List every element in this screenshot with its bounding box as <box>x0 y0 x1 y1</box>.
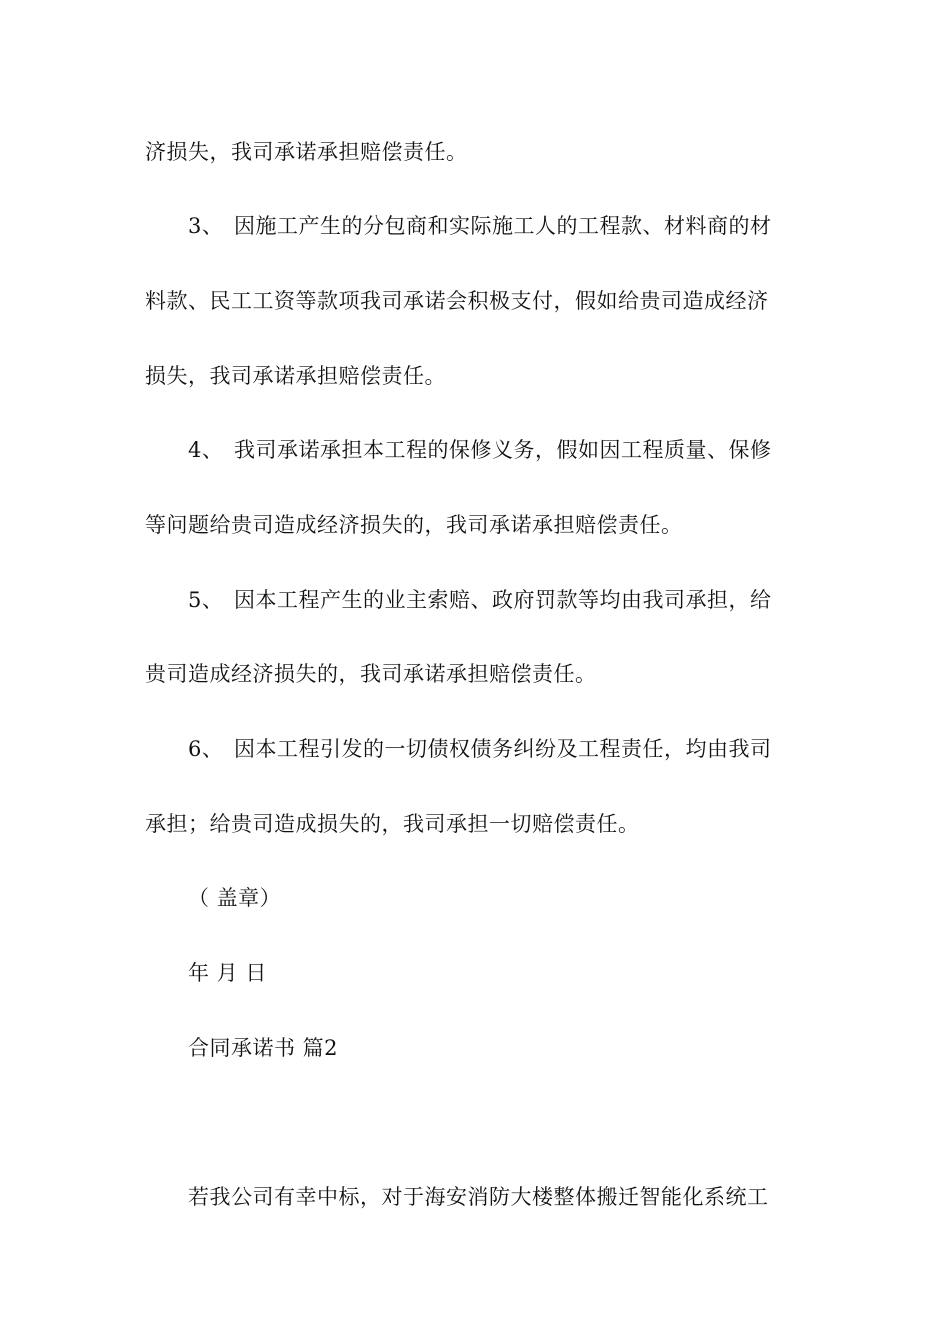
heading-text: 合同承诺书 篇2 <box>188 1036 339 1060</box>
item-number: 6、 <box>188 737 224 761</box>
item-number: 3、 <box>188 214 224 238</box>
list-item-6 <box>188 735 772 763</box>
paragraph-line <box>145 660 597 688</box>
line-text: 承担；给贵司造成损失的，我司承担一切赔偿责任。 <box>145 812 640 836</box>
item-number: 5、 <box>188 588 224 612</box>
line-text: 等问题给贵司造成经济损失的，我司承诺承担赔偿责任。 <box>145 513 683 537</box>
list-item-4 <box>188 436 772 464</box>
line-text: 因本工程引发的一切债权债务纠纷及工程责任，均由我司 <box>234 737 772 761</box>
date-text: 年 月 日 <box>188 961 267 985</box>
line-text: 我司承诺承担本工程的保修义务，假如因工程质量、保修 <box>234 438 772 462</box>
paragraph-line <box>188 1183 769 1211</box>
line-text: 若我公司有幸中标，对于海安消防大楼整体搬迁智能化系统工 <box>188 1185 769 1209</box>
section-heading <box>188 1034 338 1062</box>
paragraph-line <box>145 138 468 166</box>
paragraph-line <box>145 810 640 838</box>
line-text: 损失，我司承诺承担赔偿责任。 <box>145 364 446 388</box>
date-line <box>188 959 267 987</box>
paragraph-line <box>145 362 446 390</box>
line-text: 贵司造成经济损失的，我司承诺承担赔偿责任。 <box>145 662 597 686</box>
seal-text: （ 盖章） <box>188 886 282 910</box>
list-item-5 <box>188 586 772 614</box>
line-text: 料款、民工工资等款项我司承诺会积极支付，假如给贵司造成经济 <box>145 289 769 313</box>
seal-line <box>188 884 281 912</box>
line-text: 因施工产生的分包商和实际施工人的工程款、材料商的材 <box>234 214 772 238</box>
paragraph-line <box>145 511 683 539</box>
item-number: 4、 <box>188 438 224 462</box>
paragraph-line <box>145 287 769 315</box>
line-text: 济损失，我司承诺承担赔偿责任。 <box>145 140 468 164</box>
line-text: 因本工程产生的业主索赔、政府罚款等均由我司承担，给 <box>234 588 772 612</box>
list-item-3 <box>188 212 772 240</box>
